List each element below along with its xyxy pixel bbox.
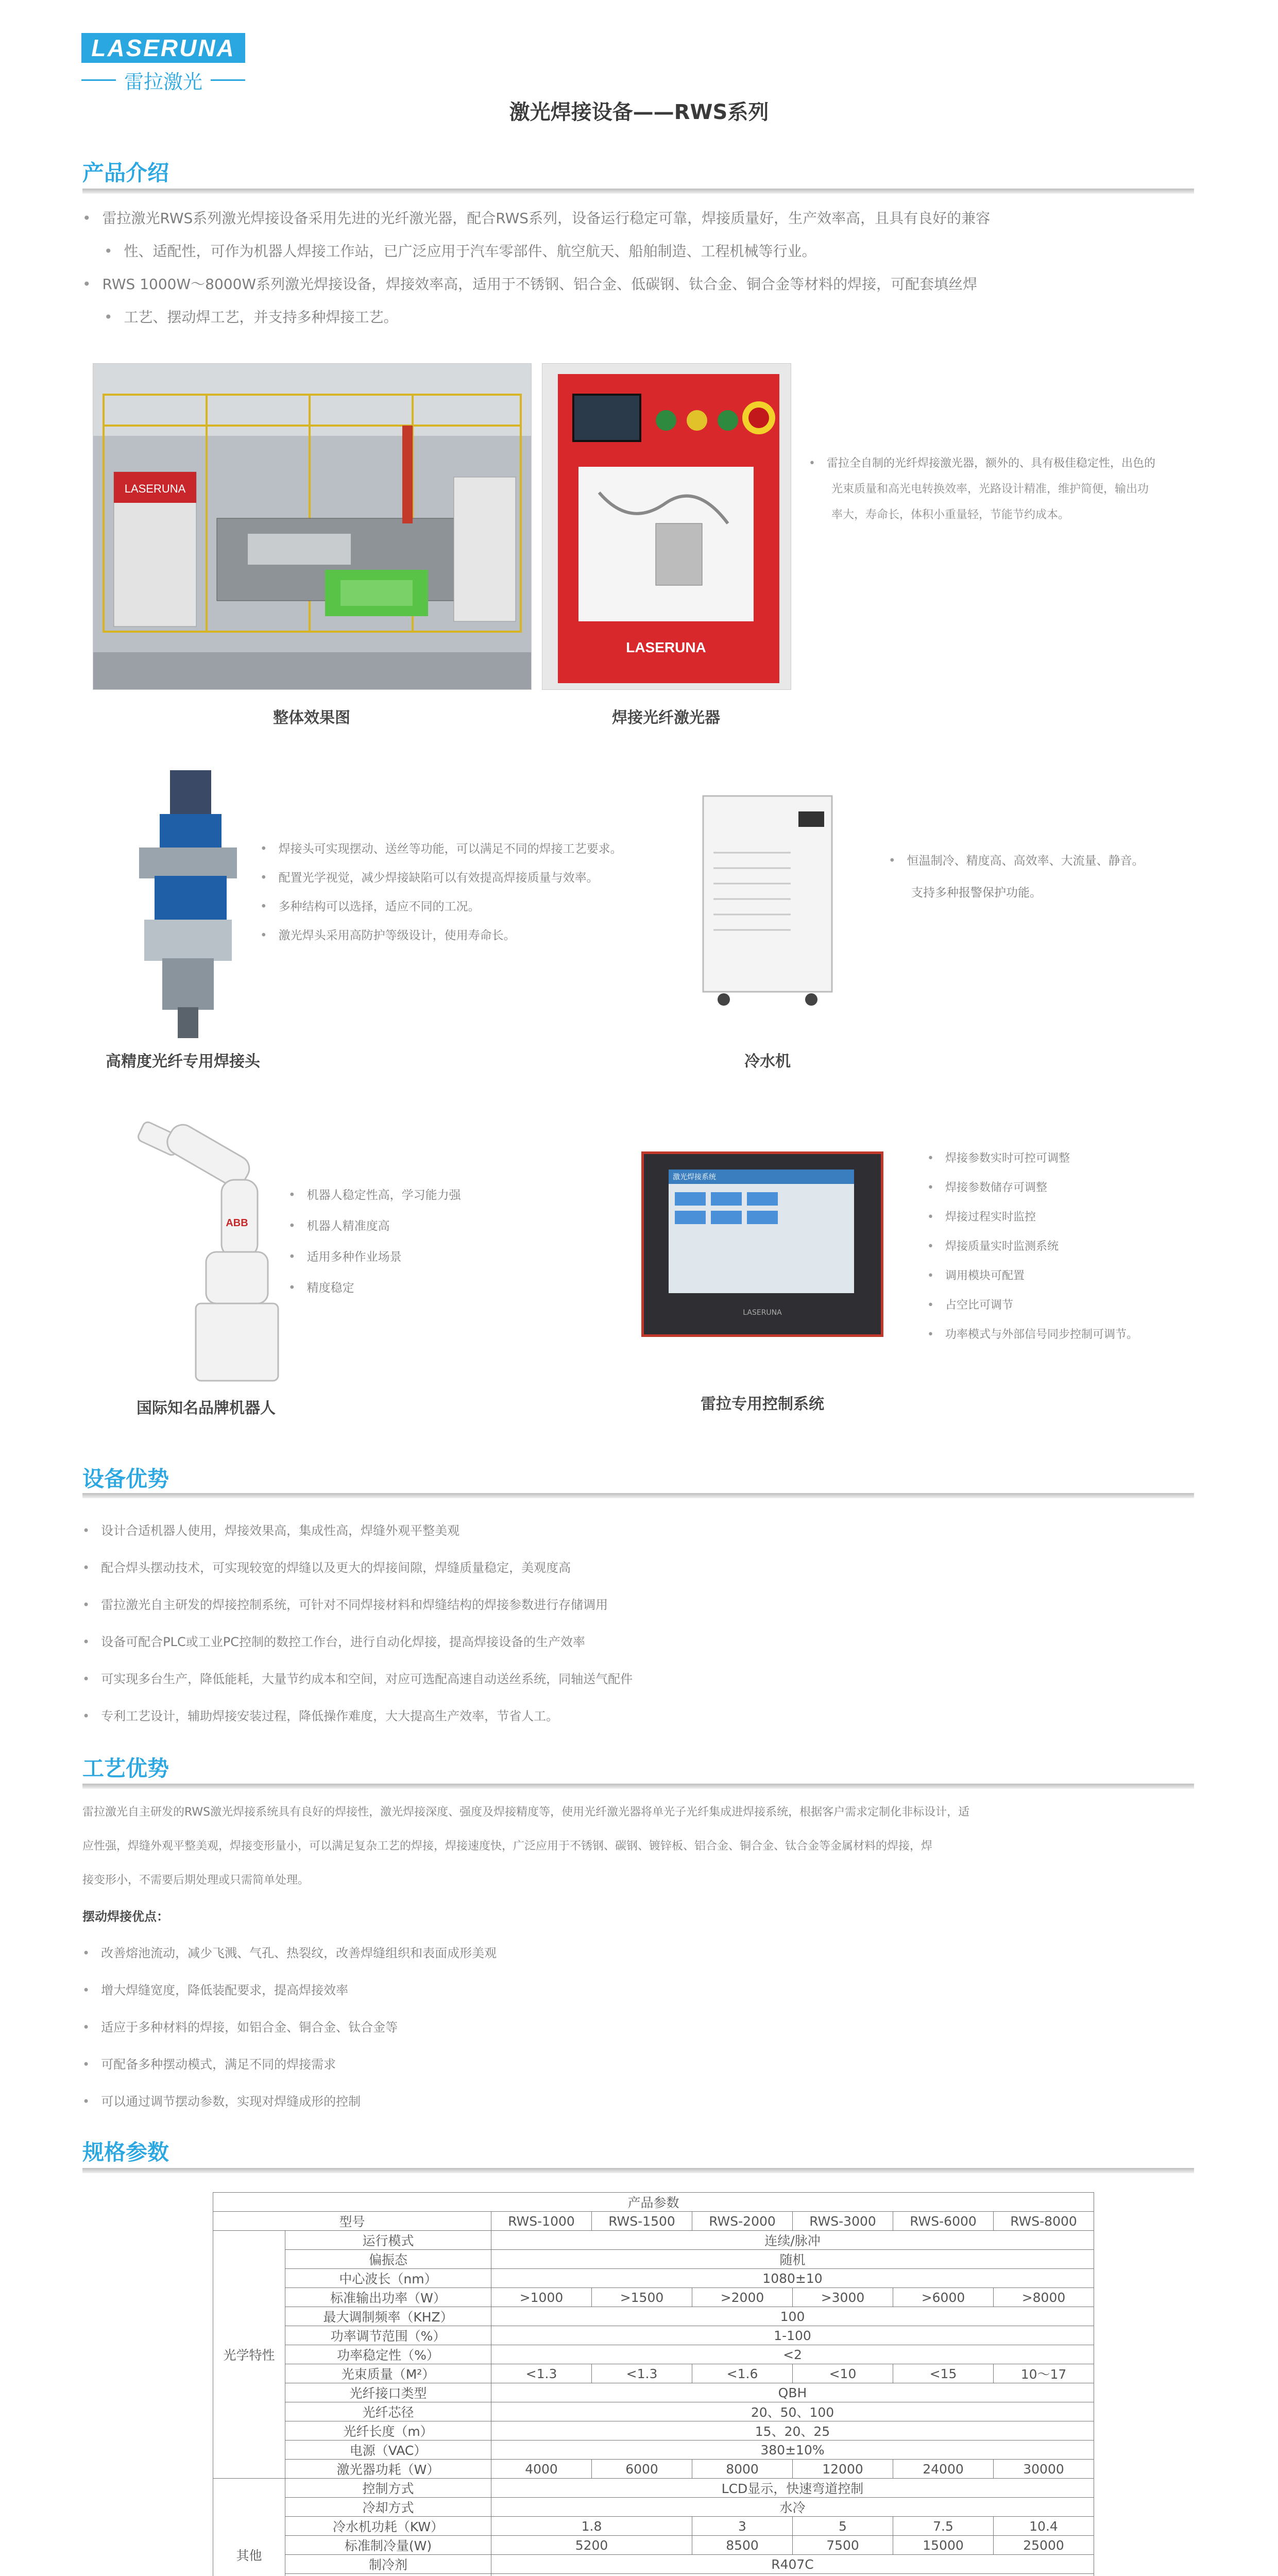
spec-row [213, 2536, 1094, 2555]
intro-bullet: • 工艺、摆动焊工艺，并支持多种焊接工艺。 [82, 301, 990, 334]
spec-cell: <2 [491, 2345, 1094, 2364]
section-divider [82, 1493, 1194, 1498]
spec-row [213, 2517, 1094, 2536]
section-title-advantages: 设备优势 [82, 1466, 169, 1492]
section-title-specs: 规格参数 [82, 2140, 169, 2165]
advantage-item: • 专利工艺设计，辅助焊接安装过程，降低操作难度，大大提高生产效率，节省人工。 [82, 1698, 633, 1735]
spec-row-label [285, 2574, 491, 2576]
hmi-screen [669, 1170, 854, 1293]
advantage-item: • 可实现多台生产，降低能耗，大量节约成本和空间，对应可选配高速自动送丝系统，同轴送气配件 [82, 1660, 633, 1698]
feature-line: • 机器人精准度高 [288, 1211, 461, 1242]
spec-cell: 5 [793, 2517, 893, 2536]
spec-row-label: 偏振态 [285, 2250, 491, 2269]
spec-cell: >1500 [592, 2288, 692, 2307]
intro-bullet: • 雷拉激光RWS系列激光焊接设备采用先进的光纤激光器，配合RWS系列，设备运行稳定可靠，焊接质量好，生产效率高，且具有良好的兼容 [82, 202, 990, 235]
svg-text:LASERUNA: LASERUNA [626, 639, 706, 655]
section-title-process: 工艺优势 [82, 1756, 169, 1781]
robot-features [288, 1180, 461, 1303]
spec-group-label: 光学特性 [213, 2231, 285, 2479]
feature-line: • 机器人稳定性高，学习能力强 [288, 1180, 461, 1211]
feature-line: • 配置光学视觉，减少焊接缺陷可以有效提高焊接质量与效率。 [260, 863, 622, 892]
spec-row [213, 2555, 1094, 2574]
spec-cell: 水冷 [491, 2498, 1094, 2517]
spec-cell: 1.8 [491, 2517, 692, 2536]
caption-control-system: 雷拉专用控制系统 [701, 1395, 824, 1413]
spec-cell: QBH [491, 2383, 1094, 2402]
caption-weld-head: 高精度光纤专用焊接头 [106, 1053, 260, 1071]
spec-row [213, 2345, 1094, 2364]
laser-cabinet-photo [542, 363, 791, 690]
spec-cell: >1000 [491, 2288, 592, 2307]
hmi-button [711, 1211, 742, 1224]
spec-row [213, 2269, 1094, 2288]
process-bullet: • 改善熔池流动，减少飞溅、气孔、热裂纹，改善焊缝组织和表面成形美观 [82, 1935, 497, 1972]
spec-cell: <1.3 [592, 2364, 692, 2383]
weld-head-illustration [124, 765, 252, 1043]
caption-chiller: 冷水机 [744, 1053, 791, 1071]
spec-row [213, 2383, 1094, 2402]
spec-table-title: 产品参数 [213, 2193, 1094, 2212]
feature-line: • 精度稳定 [288, 1273, 461, 1303]
overview-photo [93, 363, 532, 690]
feature-line: • 雷拉全自制的光纤焊接激光器，额外的、具有极佳稳定性，出色的 [809, 451, 1155, 477]
hmi-button-grid [669, 1184, 854, 1232]
spec-table-wrapper [213, 2192, 1094, 2576]
hmi-brand: LASERUNA [743, 1309, 782, 1317]
advantages-list [82, 1512, 633, 1735]
spec-cell: 8500 [692, 2536, 793, 2555]
spec-model-row [213, 2212, 1094, 2231]
overview-illustration [93, 364, 531, 689]
spec-row [213, 2307, 1094, 2326]
spec-row-label: 标准制冷量(W) [285, 2536, 491, 2555]
spec-row-label: 冷水机功耗（KW） [285, 2517, 491, 2536]
spec-cell: <15 [893, 2364, 994, 2383]
spec-model-cell: RWS-1500 [592, 2212, 692, 2231]
spec-cell: <10 [793, 2364, 893, 2383]
spec-cell: 380±10% [491, 2441, 1094, 2460]
process-paragraph [82, 1795, 1195, 1897]
spec-row-label: 最大调制频率（KHZ） [285, 2307, 491, 2326]
spec-cell: 1-100 [491, 2326, 1094, 2345]
feature-line: • 功率模式与外部信号同步控制可调节。 [927, 1320, 1138, 1349]
caption-overview: 整体效果图 [273, 709, 350, 727]
feature-line: 光束质量和高光电转换效率，光路设计精准，维护简便，输出功 [831, 483, 1149, 496]
spec-row-label: 功率稳定性（%） [285, 2345, 491, 2364]
laser-cabinet-illustration [542, 364, 791, 689]
spec-cell: 5200 [491, 2536, 692, 2555]
svg-text:LASERUNA: LASERUNA [124, 482, 186, 495]
spec-row [213, 2250, 1094, 2269]
feature-line: • 焊接质量实时监测系统 [927, 1232, 1138, 1261]
advantage-item: • 雷拉激光自主研发的焊接控制系统，可针对不同焊接材料和焊缝结构的焊接参数进行存储调用 [82, 1586, 633, 1623]
weld-head-image [124, 765, 252, 1043]
feature-line: 支持多种报警保护功能。 [911, 886, 1042, 900]
control-system-features [927, 1144, 1138, 1349]
process-bullet: • 适应于多种材料的焊接，如铝合金、铜合金、钛合金等 [82, 2009, 497, 2046]
spec-cell: 30000 [994, 2460, 1094, 2479]
spec-model-cell: RWS-8000 [994, 2212, 1094, 2231]
section-divider [82, 1784, 1194, 1789]
advantage-item: • 设计合适机器人使用，焊接效果高，集成性高，焊缝外观平整美观 [82, 1512, 633, 1549]
hmi-title: 激光焊接系统 [669, 1170, 854, 1184]
spec-cell: R407C [491, 2555, 1094, 2574]
spec-cell: 10～17 [994, 2364, 1094, 2383]
brand-logo-subtitle [81, 66, 245, 94]
spec-row-label: 标准输出功率（W） [285, 2288, 491, 2307]
feature-line: • 调用模块可配置 [927, 1261, 1138, 1291]
feature-line: • 恒温制冷、精度高、高效率、大流量、静音。 [889, 845, 1144, 877]
advantage-item: • 配合焊头摆动技术，可实现较宽的焊缝以及更大的焊接间隙，焊缝质量稳定，美观度高 [82, 1549, 633, 1586]
spec-row-label: 光纤芯径 [285, 2402, 491, 2421]
spec-row [213, 2574, 1094, 2576]
spec-cell: 1080±10 [491, 2269, 1094, 2288]
feature-line: • 焊接过程实时监控 [927, 1202, 1138, 1232]
spec-cell: 8000 [692, 2460, 793, 2479]
process-paragraph-line: 接变形小，不需要后期处理或只需简单处理。 [82, 1874, 310, 1887]
document-title: 激光焊接设备——RWS系列 [509, 100, 769, 124]
spec-row [213, 2402, 1094, 2421]
spec-cell: >8000 [994, 2288, 1094, 2307]
spec-cell: 24000 [893, 2460, 994, 2479]
chiller-image [693, 791, 842, 1007]
spec-cell: 连续/脉冲 [491, 2231, 1094, 2250]
feature-line: • 多种结构可以选择，适应不同的工况。 [260, 892, 622, 921]
spec-cell: 7500 [793, 2536, 893, 2555]
feature-line: • 焊接头可实现摆动、送丝等功能，可以满足不同的焊接工艺要求。 [260, 835, 622, 863]
spec-cell: 10.4 [994, 2517, 1094, 2536]
svg-text:ABB: ABB [226, 1217, 248, 1229]
chiller-features [889, 845, 1144, 909]
spec-cell: <1.3 [491, 2364, 592, 2383]
spec-row-label: 冷却方式 [285, 2498, 491, 2517]
spec-cell: 25000 [994, 2536, 1094, 2555]
spec-model-cell: RWS-3000 [793, 2212, 893, 2231]
hmi-button [747, 1192, 778, 1206]
spec-row-label: 光纤接口类型 [285, 2383, 491, 2402]
chiller-illustration [693, 791, 842, 1007]
spec-row [213, 2364, 1094, 2383]
spec-row [213, 2231, 1094, 2250]
control-system-image [641, 1151, 883, 1337]
spec-cell: 15000 [893, 2536, 994, 2555]
spec-model-cell: RWS-6000 [893, 2212, 994, 2231]
spec-cell: 7.5 [893, 2517, 994, 2536]
spec-cell: <1.6 [692, 2364, 793, 2383]
spec-cell: LCD显示，快速弯道控制 [491, 2479, 1094, 2498]
advantage-item: • 设备可配合PLC或工业PC控制的数控工作台，进行自动化焊接，提高焊接设备的生产效率 [82, 1623, 633, 1660]
feature-line: • 占空比可调节 [927, 1291, 1138, 1320]
caption-laser-cabinet: 焊接光纤激光器 [612, 709, 720, 727]
spec-cell: 12000 [793, 2460, 893, 2479]
spec-row-label: 制冷剂 [285, 2555, 491, 2574]
process-subheading: 摆动焊接优点： [82, 1909, 169, 1924]
spec-cell: >3000 [793, 2288, 893, 2307]
spec-row-label: 光纤长度（m） [285, 2421, 491, 2441]
spec-row-label: 电源（VAC） [285, 2441, 491, 2460]
section-divider [82, 2168, 1194, 2173]
section-title-intro: 产品介绍 [82, 160, 169, 185]
spec-model-cell: RWS-2000 [692, 2212, 793, 2231]
spec-cell: >6000 [893, 2288, 994, 2307]
hmi-button [711, 1192, 742, 1206]
spec-table [213, 2192, 1094, 2576]
spec-model-cell: RWS-1000 [491, 2212, 592, 2231]
feature-line: • 激光焊头采用高防护等级设计，使用寿命长。 [260, 921, 622, 950]
hmi-button [675, 1211, 706, 1224]
spec-row-label: 光束质量（M²） [285, 2364, 491, 2383]
hmi-button [747, 1211, 778, 1224]
spec-row-label: 运行模式 [285, 2231, 491, 2250]
spec-row-label: 中心波长（nm） [285, 2269, 491, 2288]
brand-cn-name: 雷拉激光 [124, 71, 203, 93]
spec-cell: 4000 [491, 2460, 592, 2479]
spec-model-label: 型号 [213, 2212, 491, 2231]
process-bullets [82, 1935, 497, 2120]
spec-row [213, 2498, 1094, 2517]
spec-group-label: 其他 [213, 2479, 285, 2576]
spec-cell: >2000 [692, 2288, 793, 2307]
intro-bullet: • RWS 1000W～8000W系列激光焊接设备，焊接效率高，适用于不锈钢、铝合金、低碳钢、钛合金、铜合金等材料的焊接，可配套填丝焊 [82, 268, 990, 301]
feature-line: • 焊接参数储存可调整 [927, 1173, 1138, 1202]
caption-robot: 国际知名品牌机器人 [137, 1399, 276, 1417]
spec-row [213, 2288, 1094, 2307]
spec-cell [491, 2574, 1094, 2576]
robot-image [129, 1118, 283, 1386]
spec-row-label: 控制方式 [285, 2479, 491, 2498]
spec-row [213, 2421, 1094, 2441]
spec-cell: 3 [692, 2517, 793, 2536]
hmi-button [675, 1192, 706, 1206]
spec-row [213, 2326, 1094, 2345]
spec-row-label: 激光器功耗（W） [285, 2460, 491, 2479]
feature-line: 率大，寿命长，体积小重量轻，节能节约成本。 [831, 509, 1070, 521]
process-bullet: • 可以通过调节摆动参数，实现对焊缝成形的控制 [82, 2083, 497, 2120]
weld-head-features [260, 835, 622, 950]
process-paragraph-line: 应性强，焊缝外观平整美观，焊接变形量小，可以满足复杂工艺的焊接，焊接速度快，广泛应用于不锈钢、碳钢、镀锌板、铝合金、铜合金、钛合金等金属材料的焊接，焊 [82, 1840, 933, 1853]
spec-cell: 6000 [592, 2460, 692, 2479]
section-divider [82, 189, 1194, 194]
intro-bullet: • 性、适配性，可作为机器人焊接工作站，已广泛应用于汽车零部件、航空航天、船舶制造、工程机械等行业。 [82, 235, 990, 268]
robot-illustration [129, 1118, 283, 1386]
spec-row [213, 2441, 1094, 2460]
spec-cell: 20、50、100 [491, 2402, 1094, 2421]
intro-bullets [82, 202, 990, 334]
feature-line: • 焊接参数实时可控可调整 [927, 1144, 1138, 1173]
spec-cell: 15、20、25 [491, 2421, 1094, 2441]
spec-cell: 随机 [491, 2250, 1094, 2269]
spec-title-row [213, 2193, 1094, 2212]
laser-cabinet-features [809, 451, 1155, 528]
process-bullet: • 可配备多种摆动模式，满足不同的焊接需求 [82, 2046, 497, 2083]
spec-row [213, 2460, 1094, 2479]
feature-line: • 适用多种作业场景 [288, 1242, 461, 1273]
process-bullet: • 增大焊缝宽度，降低装配要求，提高焊接效率 [82, 1972, 497, 2009]
spec-cell: 100 [491, 2307, 1094, 2326]
process-paragraph-line: 雷拉激光自主研发的RWS激光焊接系统具有良好的焊接性，激光焊接深度、强度及焊接精度等，使用光纤激光器将单光子光纤集成进焊接系统，根据客户需求定制化非标设计，适 [82, 1806, 970, 1819]
spec-row-label: 功率调节范围（%） [285, 2326, 491, 2345]
spec-row [213, 2479, 1094, 2498]
brand-logo: LASERUNA [81, 33, 245, 63]
